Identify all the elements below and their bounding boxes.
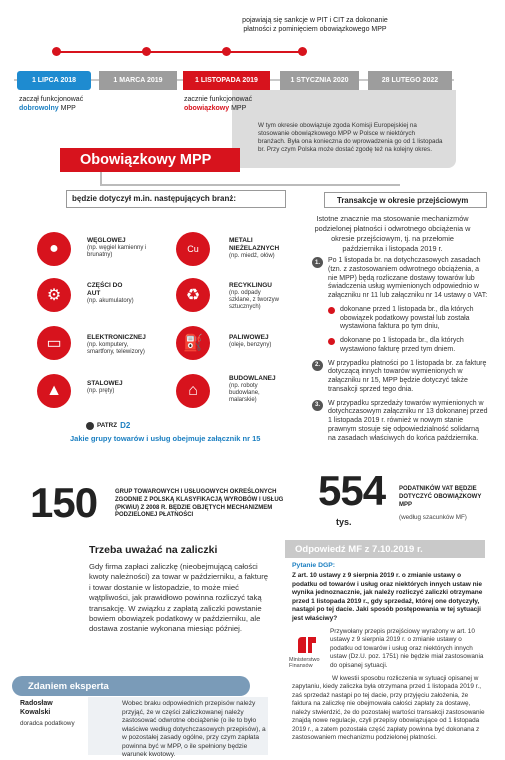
page-title: Obowiązkowy MPP: [80, 152, 212, 168]
bullet-2: [312, 337, 488, 355]
timeline-dot-3: [222, 47, 231, 56]
mf-question: Z art. 10 ustawy z 9 sierpnia 2019 r. o zmianie ustawy o podatku od towarów i usług oraz niektórych innych ustaw nie wynika jednoznacznie, jak należy rozliczyć zaliczki otrzymane przed 1 listopada 2019 r., gdy sprzedaż, której one dotyczyły, nastąpi po tej dacie. Jaki sposób postępowania w tej sytuacji jest właściwy?: [292, 572, 483, 622]
see-label: PATRZ: [97, 421, 118, 429]
timeline-dot-2: [142, 47, 151, 56]
cat-title-coal: WĘGLOWEJ: [87, 237, 126, 244]
stat-right-text: PODATNIKÓW VAT BĘDZIE DOTYCZYĆ OBOWIĄZKOWY MPP: [399, 486, 482, 508]
transition-points: [312, 257, 488, 448]
ec-note: W tym okresie obowiązuje zgoda Komisji Europejskiej na stosowanie obowiązkowego MPP w Polsce w niektórych branżach. Była ona konieczna do wprowadzenia go od 1 listopada br. Przy czym Polska może dostać zgodę też na kolejny okres.: [258, 122, 443, 153]
note-mandatory-line1: zacznie funkcjonować: [184, 96, 253, 103]
see-ref: D2: [120, 421, 131, 430]
expert-text: Wobec braku odpowiednich przepisów należy przyjąć, że w części zaliczkowanej należy zastosować odwrotne obciążenie (o ile to było właściwe według dotychczasowych przepisów), a w pozostałej zasady ogólne, przy czym zapłata powinna być w MPP, o ile spełniony będzie warunek kwotowy.: [122, 700, 266, 759]
cat-sub-electronics: (np. komputery, smartfony, telewizory): [87, 342, 145, 356]
cat-sub-fuel: (oleje, benzyny): [229, 342, 272, 348]
see-reference: [86, 421, 130, 430]
timeline-dot-4: [298, 47, 307, 56]
stat-left-number: 150: [30, 479, 98, 526]
electronics-icon: ▭: [37, 326, 71, 360]
cat-title-car-parts: CZĘŚCI DO AUT: [87, 282, 123, 297]
bullet-1-dot: [328, 307, 335, 314]
expert-heading-bar: [12, 676, 250, 696]
cat-sub-recycling: (np. odpady szklane, z tworzyw sztucznych): [229, 290, 280, 311]
note-voluntary-mpp-word: MPP: [60, 104, 76, 112]
stat-left-text: GRUP TOWAROWYCH I USŁUGOWYCH OKREŚLONYCH ZGODNIE Z POLSKĄ KLASYFIKACJĄ WYROBÓW I USŁUG (PKWiU) Z 2008 R. BĘDZIE OBJĘTYCH MECHANIZMEM PODZIELONEJ PŁATNOŚCI: [115, 489, 284, 519]
steel-icon: ▲: [37, 374, 71, 408]
title-connector-right: [100, 184, 400, 186]
cat-title-construction: BUDOWLANEJ: [229, 375, 276, 382]
timeline-dot-1: [52, 47, 61, 56]
cat-sub-car-parts: (np. akumulatory): [87, 298, 134, 304]
expert-name: Radosław Kowalski: [20, 700, 53, 716]
car-parts-icon: ⚙: [37, 278, 71, 312]
note-mandatory-mpp: [184, 96, 274, 114]
bullet-1: [312, 306, 488, 332]
cat-title-fuel: PALIWOWEJ: [229, 334, 269, 341]
transition-heading-box: [324, 192, 487, 208]
metals-icon: Cu: [176, 232, 210, 266]
bullet-1-text: dokonane przed 1 listopada br., dla których obowiązek podatkowy powstał lub została wystawiona faktura po tym dniu,: [340, 305, 474, 331]
mf-question-label: Pytanie DGP:: [292, 562, 336, 569]
point-2-num: 2.: [312, 360, 323, 371]
see-ref-dot: [86, 422, 94, 430]
note-mandatory-mpp-word: MPP: [231, 104, 247, 112]
recycling-icon: ♻: [176, 278, 210, 312]
stat-right-unit: tys.: [336, 517, 352, 527]
branches-heading: będzie dotyczył m.in. następujących branż:: [66, 190, 286, 208]
point-1-num: 1.: [312, 257, 323, 268]
timeline-date-2: 1 MARCA 2019: [99, 71, 177, 90]
mf-logo-text: Ministerstwo Finansów: [289, 657, 320, 670]
cat-sub-construction: (np. roboty budowlane, malarskie): [229, 383, 260, 404]
stat-right-number: 554: [318, 467, 386, 514]
point-1-text: Po 1 listopada br. na dotychczasowych zasadach (tzn. z zastosowaniem odwrotnego obciążenia, a nie MPP) będą rozliczane dostawy towarów lub świadczenia usług wymienionych odpowiednio w załączniku nr 11 lub załączniku nr 14 ustawy o VAT:: [328, 257, 488, 299]
title-bar: [60, 148, 240, 172]
note-mandatory-word: obowiązkowy: [184, 104, 230, 112]
note-voluntary-word: dobrowolny: [19, 104, 59, 112]
fuel-icon: ⛽: [176, 326, 210, 360]
timeline-red-line: [56, 51, 303, 53]
stat-right-source: (według szacunków MF): [399, 514, 467, 521]
cat-title-recycling: RECYKLINGU: [229, 282, 272, 289]
mf-logo-icon: [296, 633, 318, 655]
point-3-num: 3.: [312, 400, 323, 411]
bullet-2-text: dokonane po 1 listopada br., dla których wystawiono fakturę przed tym dniem.: [340, 337, 464, 353]
point-2-text: W przypadku płatności po 1 listopada br. za fakturę dotyczącą innych towarów wymienionych w załączniku nr 15, MPP będzie dotyczyć także transakcji sprzed tego dnia.: [328, 359, 487, 393]
see-caption: Jakie grupy towarów i usług obejmuje załącznik nr 15: [70, 434, 261, 443]
point-3: [312, 400, 488, 444]
mf-answer-2: W kwestii sposobu rozliczenia w sytuacji opisanej w zapytaniu, kiedy zaliczka była otrzymana przed 1 listopada 2019 r., zaś sprzedaż nastąpi po tej dacie, przy przyjęciu założenia, że faktura na zaliczkę nie obejmowała całości zapłaty za dostawę, należy stwierdzić, że do pozostałej wartości transakcji zastosowanie znajdą nowe regulacje, czyli przepisy obowiązujące od 1 listopada 2019 r., a zatem pozostała część zapłaty powinna być dokonana z zastosowaniem mechanizmu podzielonej płatności.: [292, 675, 485, 742]
cat-title-steel: STALOWEJ: [87, 380, 123, 387]
advance-text: Gdy firma zapłaci zaliczkę (nieobejmującą całości kwoty należności) za towar w październiku, a fakturę i towar dostanie w listopadzie, to może mieć wątpliwości, jak prawidłowo powinna rozliczyć taką transakcję. W związku z zapłatą zaliczki powstanie bowiem obowiązek podatkowy w październiku, ale dostawa zostanie wykonana miesiąc później.: [89, 562, 269, 634]
note-voluntary-mpp: [19, 96, 109, 114]
expert-role: doradca podatkowy: [20, 720, 75, 727]
construction-icon: ⌂: [176, 374, 210, 408]
cat-title-metals: METALI NIEŻELAZNYCH: [229, 237, 280, 252]
mf-heading-bar: [285, 540, 485, 558]
timeline-date-3: 1 LISTOPADA 2019: [183, 71, 270, 90]
timeline-date-4: 1 STYCZNIA 2020: [280, 71, 359, 90]
transition-intro: Istotne znacznie ma stosowanie mechanizmów podzielonej płatności i odwrotnego obciążenia w okresie przejściowym, tj. na przełomie października i listopada 2019 r.: [314, 214, 471, 253]
cat-sub-steel: (np. pręty): [87, 388, 115, 394]
cat-sub-coal: (np. węgiel kamienny i brunatny): [87, 245, 147, 259]
cat-title-electronics: ELEKTRONICZNEJ: [87, 334, 146, 341]
bullet-2-dot: [328, 338, 335, 345]
point-3-text: W przypadku sprzedaży towarów wymienionych w dotychczasowym załączniku nr 13 dokonanej przed 1 listopada 2019 r. również w nowym stanie prawnym stosuje się odpowiedzialność solidarną na zasadach właściwych do końca października.: [328, 399, 488, 442]
timeline-top-note: pojawiają się sankcje w PIT i CIT za dokonanie płatności z pominięciem obowiązkowego MPP: [242, 17, 388, 33]
timeline-date-1: 1 LIPCA 2018: [17, 71, 91, 90]
timeline-date-5: 28 LUTEGO 2022: [368, 71, 452, 90]
expert-heading: Zdaniem eksperta: [28, 680, 109, 692]
transition-heading: Transakcje w okresie przejściowym: [337, 195, 469, 205]
mf-heading: Odpowiedź MF z 7.10.2019 r.: [295, 543, 423, 555]
point-1: [312, 257, 488, 301]
coal-icon: ●: [37, 232, 71, 266]
point-2: [312, 360, 488, 395]
cat-sub-metals: (np. miedź, ołów): [229, 253, 275, 259]
mf-answer-1: Przywołany przepis przejściowy wyrażony w art. 10 ustawy z 9 sierpnia 2019 r. o zmianie ustawy o podatku od towarów i usług oraz niektórych innych ustaw (Dz.U. poz. 1751) nie będzie miał zastosowania do opisanej sytuacji.: [330, 628, 484, 669]
note-voluntary-line1: zaczął funkcjonować: [19, 96, 84, 103]
advance-heading: Trzeba uważać na zaliczki: [89, 544, 218, 556]
